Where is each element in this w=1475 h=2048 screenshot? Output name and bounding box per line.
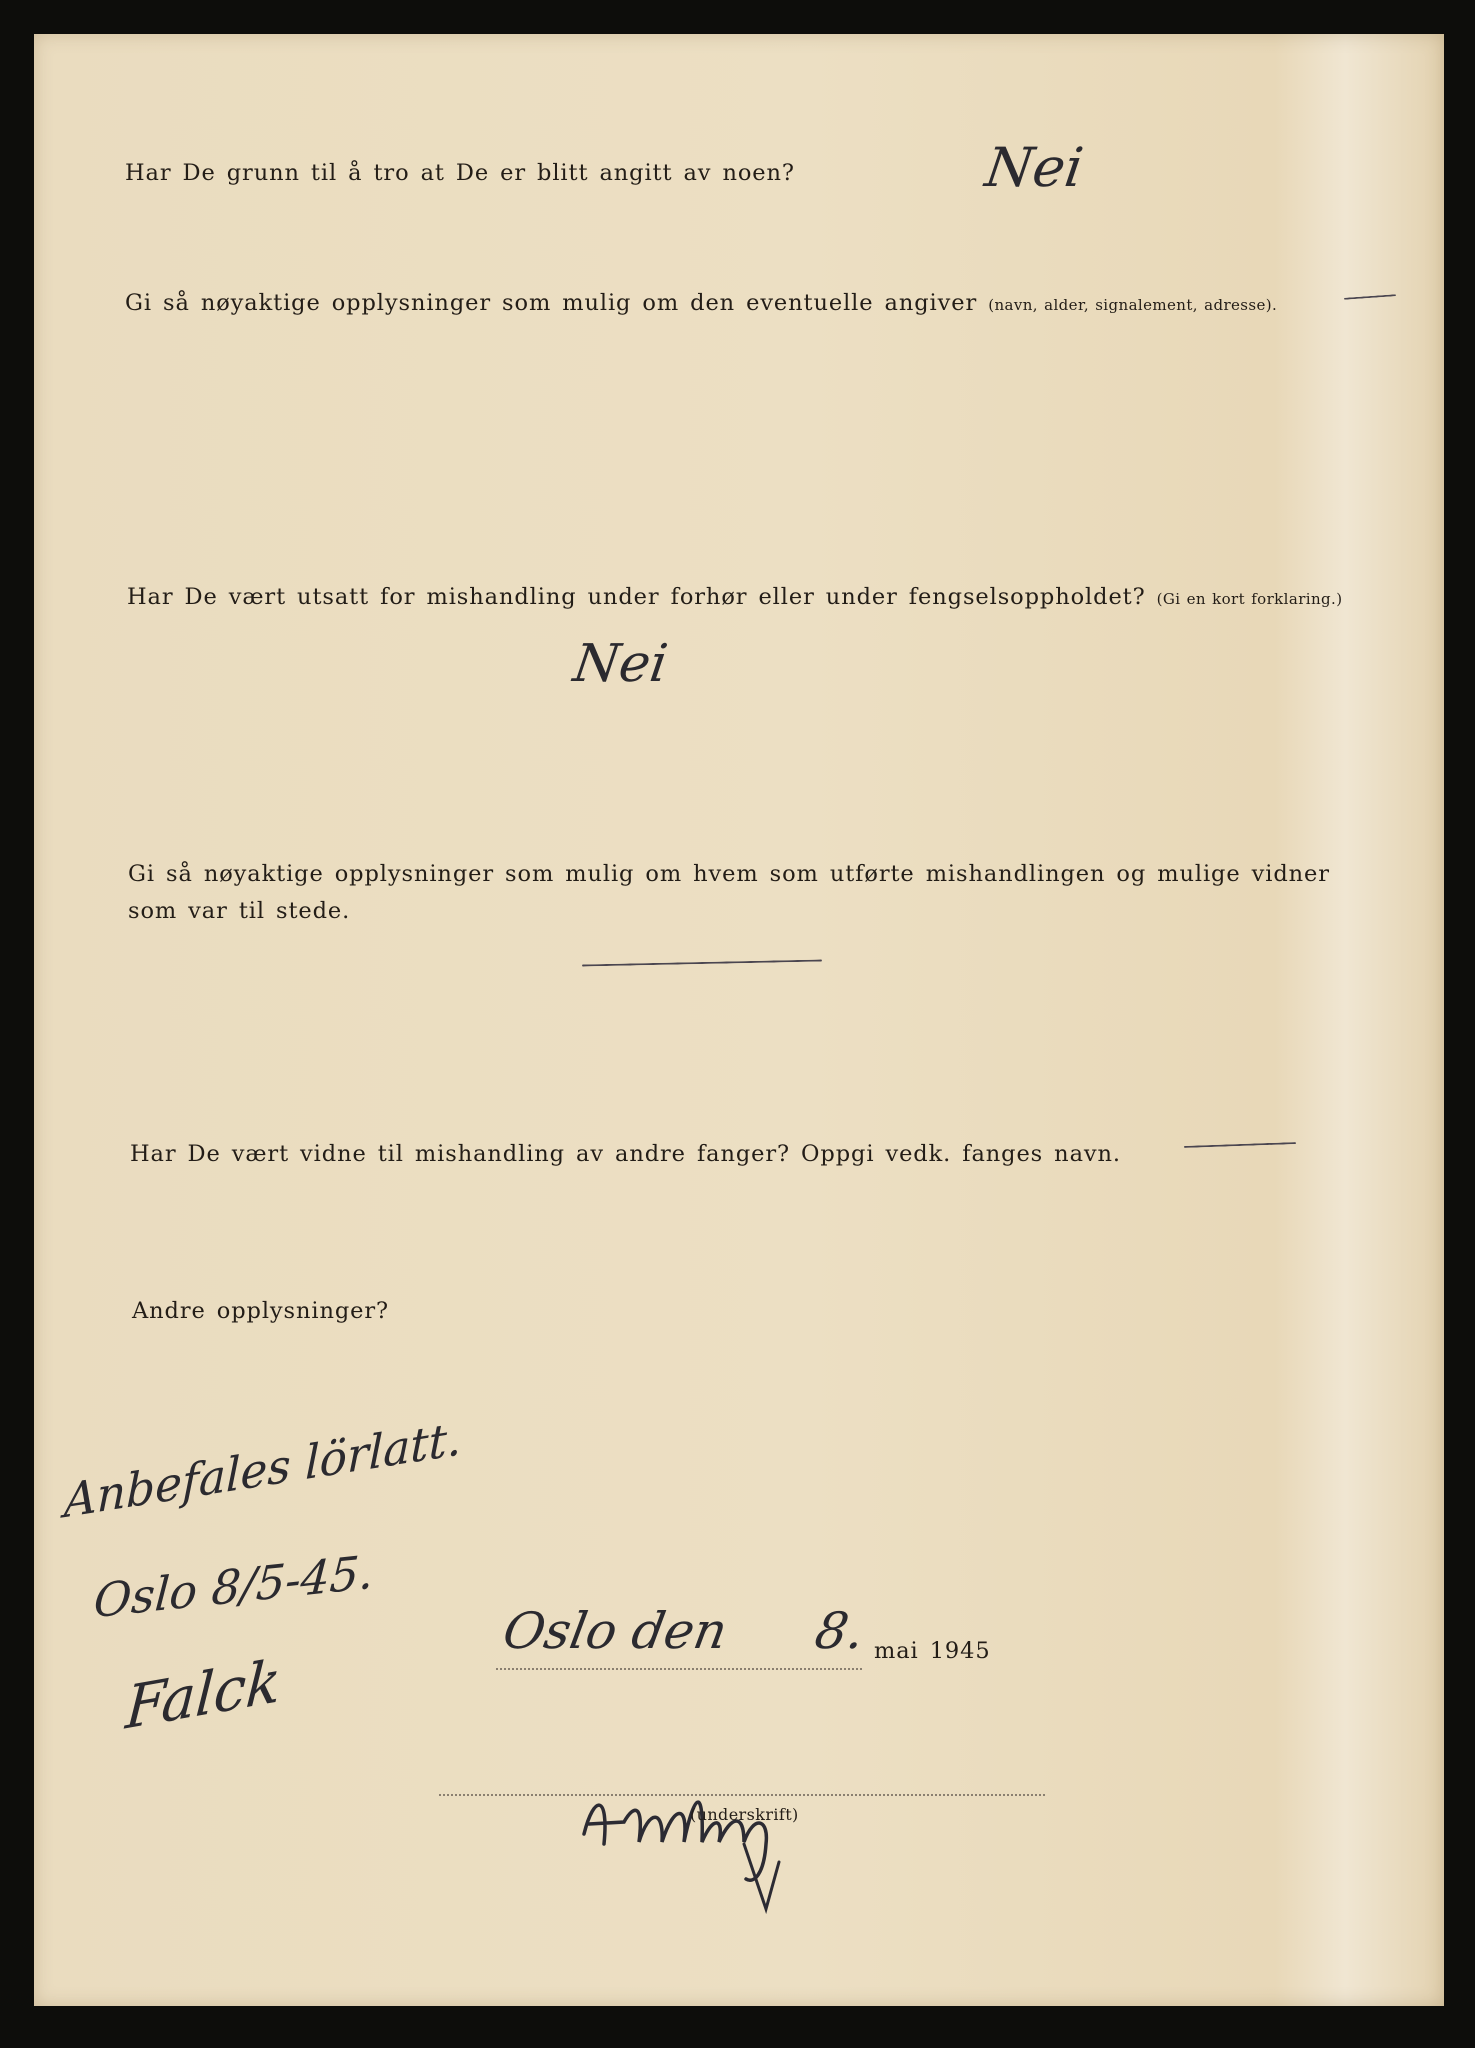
question-mistreatment-text: Har De vært utsatt for mishandling under forhør eller under fengselsoppholdet? (127, 584, 1146, 610)
answer-dash-2 (1344, 294, 1396, 300)
question-perpetrators-line-1: Gi så nøyaktige opplysninger som mulig om hvem som utførte mishandlingen og mulige vidner (128, 861, 1330, 887)
question-informed: Har De grunn til å tro at De er blitt angitt av noen? (125, 160, 795, 186)
signature-mark (554, 1764, 814, 1914)
question-informer-details (125, 284, 1277, 324)
handwritten-answer-1: Nei (981, 136, 1087, 199)
handwritten-note-line-3: Falck (123, 1645, 284, 1743)
answer-dash-4 (582, 959, 822, 966)
date-dotted-line (496, 1668, 862, 1670)
date-printed: mai 1945 (874, 1638, 991, 1664)
question-other-info: Andre opplysninger? (132, 1298, 389, 1324)
question-witness: Har De vært vidne til mishandling av andre fanger? Oppgi vedk. fanges navn. (130, 1141, 1121, 1167)
handwritten-answer-3: Nei (569, 634, 672, 694)
answer-dash-5 (1184, 1142, 1296, 1148)
question-mistreatment (127, 578, 1342, 618)
handwritten-note-line-2: Oslo 8/5-45. (92, 1544, 376, 1629)
question-perpetrators-line-2: som var til stede. (128, 898, 351, 924)
question-mistreatment-note: (Gi en kort forklaring.) (1156, 590, 1343, 608)
handwritten-day: 8. (810, 1602, 869, 1660)
question-informer-note: (navn, alder, signalement, adresse). (988, 296, 1278, 314)
handwritten-place: Oslo den (498, 1602, 732, 1660)
document-page (34, 34, 1444, 2006)
signature-label: (underskrift) (690, 1805, 799, 1824)
handwritten-note-line-1: Anbefales lörlatt. (63, 1410, 462, 1529)
question-informer-text: Gi så nøyaktige opplysninger som mulig om den eventuelle angiver (125, 290, 978, 316)
